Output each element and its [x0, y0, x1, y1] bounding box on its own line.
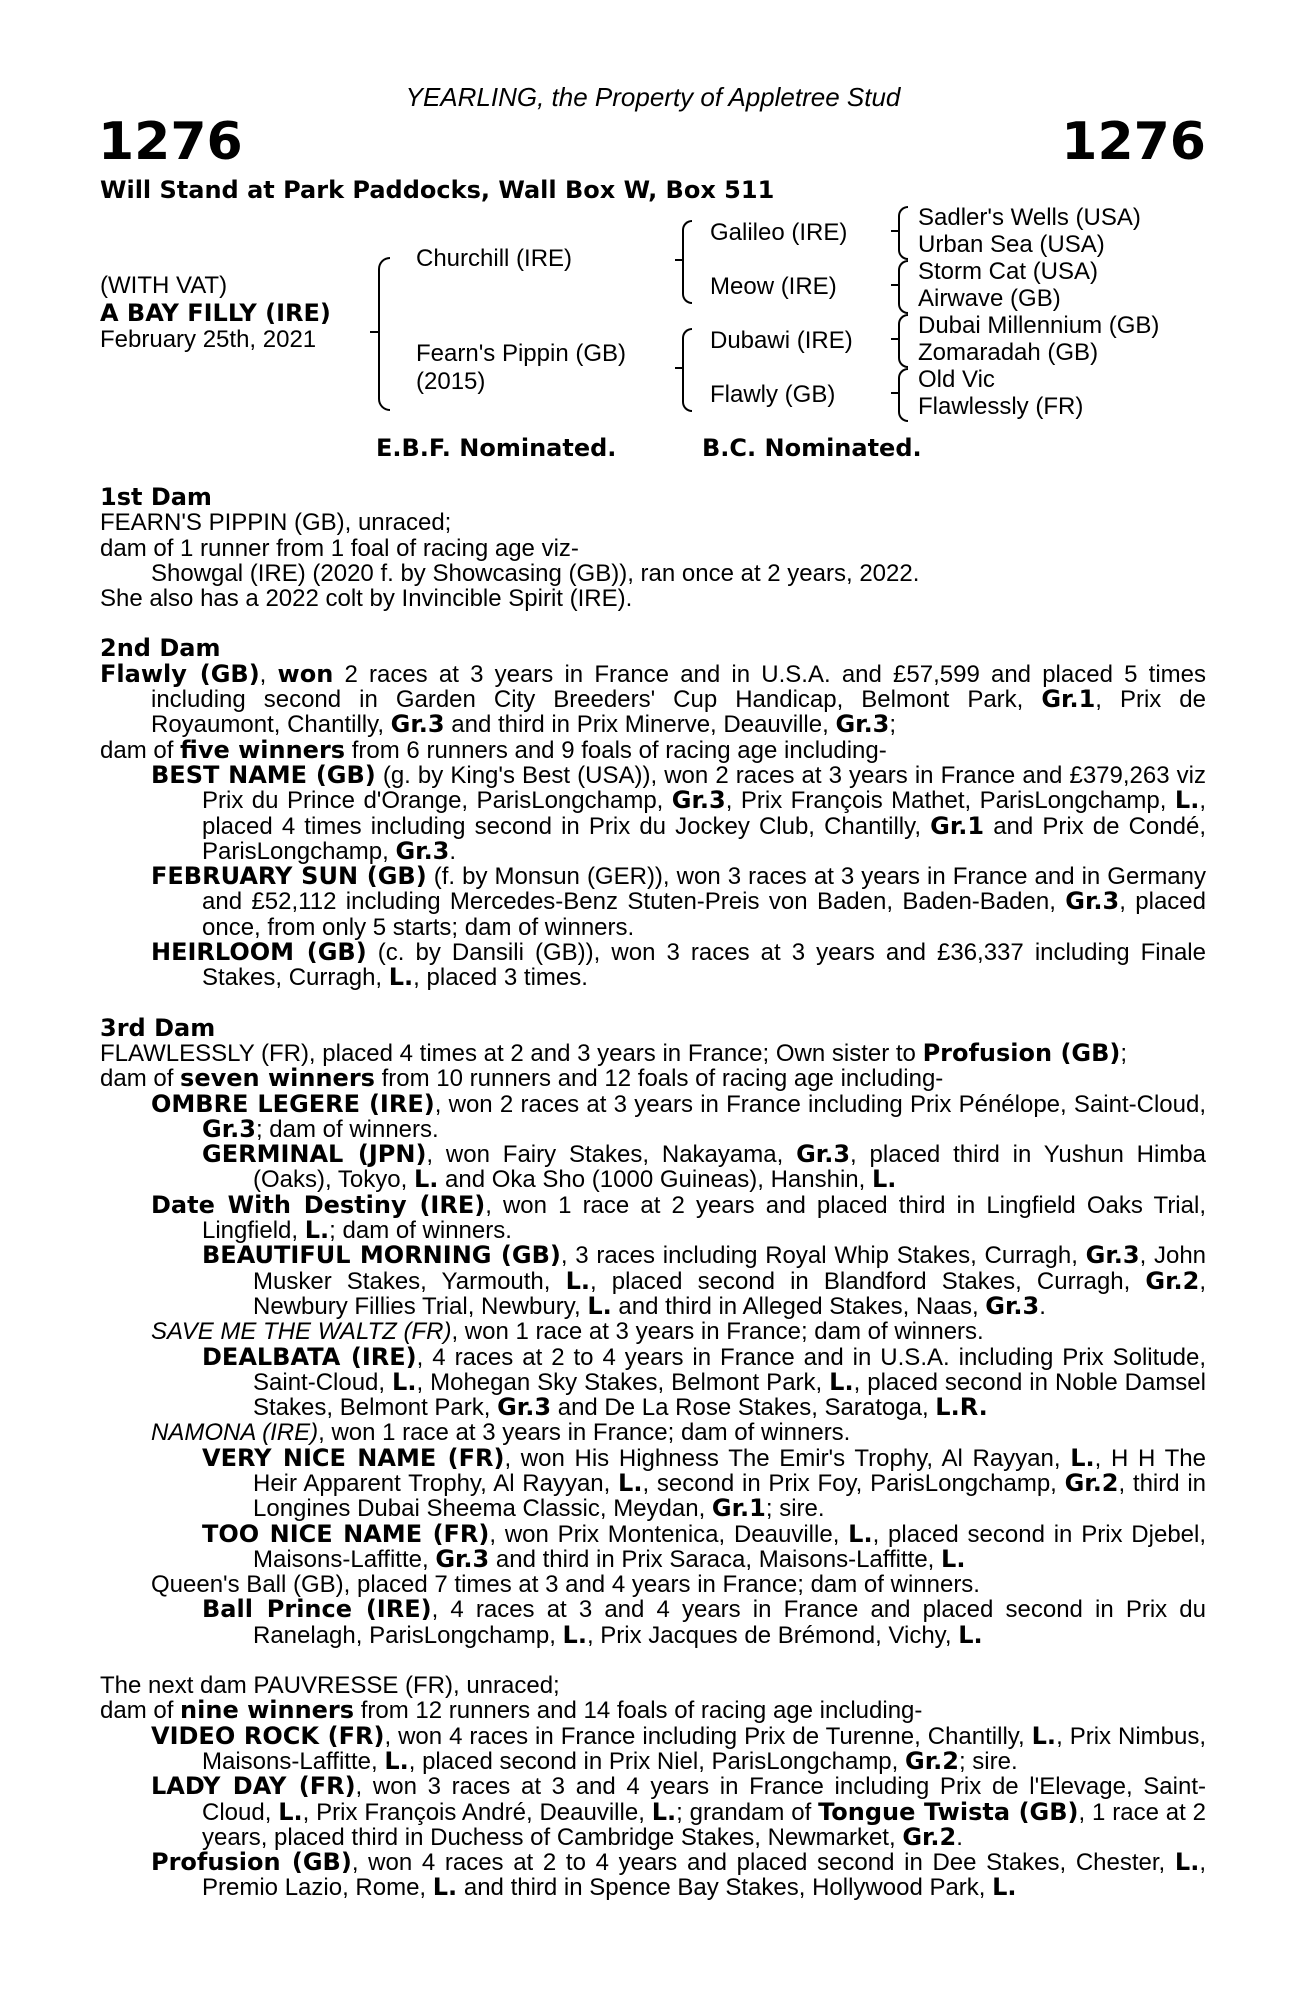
- bold-text: L.: [651, 1797, 677, 1826]
- entry-text: , Newbury Fillies Trial, Newbury,: [253, 1267, 1206, 1320]
- pedigree-entry: [100, 735, 1206, 764]
- section-gap: [100, 611, 1206, 636]
- gg-brace-4: [898, 368, 908, 422]
- entry-text: and De La Rose Stakes, Saratoga,: [551, 1394, 936, 1422]
- bc-nomination: B.C. Nominated.: [702, 434, 922, 462]
- gg-brace-tip-3: [891, 338, 899, 340]
- bold-text: L.: [1174, 1848, 1200, 1877]
- entry-text: and third in Spence Bay Stakes, Hollywood Park,: [457, 1874, 993, 1902]
- bold-text: Gr.2: [902, 1822, 957, 1851]
- bold-text: L.: [587, 1291, 612, 1320]
- bold-text: L.: [432, 1873, 458, 1902]
- section-heading: 1st Dam: [100, 483, 212, 511]
- entry-text: and third in Alleged Stakes, Naas,: [611, 1292, 986, 1320]
- pedigree-entry: [100, 1089, 1207, 1143]
- dam-brace-tip: [675, 367, 683, 369]
- entry-text: , Prix Nimbus, Maisons-Laffitte,: [202, 1722, 1207, 1775]
- horse-name: A BAY FILLY (IRE): [100, 299, 331, 327]
- entry-text: The next dam PAUVRESSE (FR), unraced;: [100, 1672, 560, 1700]
- gg-dd-sire: Old Vic: [918, 366, 995, 393]
- bold-text: L.: [848, 1519, 873, 1548]
- entry-text: dam of: [100, 736, 181, 764]
- entry-text: , won His Highness The Emir's Trophy, Al Rayyan,: [504, 1444, 1071, 1472]
- gg-dd-dam: Flawlessly (FR): [918, 393, 1084, 420]
- pedigree-entry: [100, 1190, 1206, 1245]
- entry-text: , placed second in Prix Djebel, Maisons-Laffitte,: [253, 1520, 1207, 1573]
- pedigree-entry: [100, 1850, 1206, 1901]
- gg-brace-3: [898, 314, 908, 368]
- entry-text: Showgal (IRE) (2020 f. by Showcasing (GB)), ran once at 2 years, 2022.: [151, 559, 920, 587]
- entry-text: , placed 3 times.: [413, 964, 588, 992]
- entry-text: (f. by Monsun (GER)), won 3 races at 3 years in France and in Germany and £52,112 including Mercedes-Benz Stuten-Preis von Baden, Baden-Baden,: [202, 863, 1207, 916]
- bold-text: BEAUTIFUL MORNING (GB): [202, 1241, 561, 1270]
- dam-dam: Flawly (GB): [710, 381, 836, 408]
- bold-text: Gr.3: [497, 1393, 552, 1422]
- entry-text: ;: [1120, 1039, 1128, 1067]
- entry-text: ; dam of winners.: [255, 1115, 439, 1143]
- bold-text: Tongue Twista (GB): [818, 1797, 1079, 1826]
- pedigree-entry: [100, 536, 1206, 561]
- bold-text: Flawly (GB): [100, 659, 260, 688]
- pedigree-entry: [100, 1698, 1206, 1723]
- entry-text: (c. by Dansili (GB)), won 3 races at 3 years and £36,337 including Finale Stakes, Curragh,: [202, 939, 1206, 992]
- entry-text: , 4 races at 2 to 4 years in France and in U.S.A. including Prix Solitude, Saint-Cloud,: [253, 1343, 1206, 1396]
- entry-text: , Prix Jacques de Brémond, Vichy,: [586, 1621, 959, 1649]
- entry-text: , placed second in Noble Damsel Stakes, Belmont Park,: [253, 1368, 1206, 1422]
- pedigree-notes: [100, 485, 1206, 1901]
- gg-sd-dam: Airwave (GB): [918, 285, 1061, 312]
- entry-text: , H H The Heir Apparent Trophy, Al Rayyan,: [253, 1444, 1206, 1497]
- entry-text: , 1 race at 2 years, placed third in Duchess of Cambridge Stakes, Newmarket,: [202, 1798, 1206, 1851]
- entry-text: FEARN'S PIPPIN (GB), unraced;: [100, 509, 452, 537]
- entry-text: , won 2 races at 3 years in France including Prix Pénélope, Saint-Cloud,: [434, 1090, 1207, 1118]
- entry-text: , placed second in Prix Niel, ParisLongchamp,: [408, 1747, 905, 1775]
- bold-text: L.: [1031, 1721, 1057, 1750]
- pedigree-entry: [100, 659, 1206, 739]
- pedigree-entry: [100, 1420, 1206, 1445]
- bold-text: Gr.2: [1064, 1468, 1119, 1497]
- gg-ds-dam: Zomaradah (GB): [918, 339, 1099, 366]
- section-gap: [100, 1648, 1206, 1673]
- pedigree-entry: [100, 864, 1206, 940]
- entry-text: ,: [259, 660, 278, 688]
- pedigree-entry: [100, 1597, 1206, 1648]
- bold-text: L.: [829, 1367, 854, 1396]
- bold-text: seven winners: [180, 1064, 375, 1093]
- sire: Churchill (IRE): [416, 245, 573, 272]
- bold-text: won: [277, 659, 334, 688]
- bold-text: OMBRE LEGERE (IRE): [151, 1089, 435, 1118]
- entry-text: .: [449, 837, 457, 865]
- entry-text: , second in Prix Foy, ParisLongchamp,: [642, 1469, 1065, 1497]
- bold-text: Gr.3: [1085, 1241, 1140, 1270]
- entry-text: and third in Prix Minerve, Deauville,: [444, 711, 836, 739]
- gg-ss-dam: Urban Sea (USA): [918, 231, 1105, 258]
- gg-brace-tip-1: [891, 230, 899, 232]
- pedigree-entry: [100, 1673, 1206, 1698]
- bold-text: Gr.1: [930, 811, 985, 840]
- bold-text: L.R.: [935, 1393, 988, 1422]
- bold-text: five winners: [180, 735, 346, 764]
- entry-text: , won 4 races at 2 to 4 years and placed second in Dee Stakes, Chester,: [351, 1849, 1175, 1877]
- sire-brace-tip: [675, 259, 683, 261]
- bold-text: Gr.3: [395, 836, 450, 865]
- bold-text: Gr.3: [985, 1291, 1040, 1320]
- pedigree-entry: [100, 1243, 1206, 1319]
- pedigree-entry: [100, 1519, 1207, 1573]
- pedigree-entry: [100, 940, 1206, 991]
- entry-text: , won 1 race at 3 years in France; dam of winners.: [451, 1318, 984, 1346]
- entry-text: , Prix François Mathet, ParisLongchamp,: [725, 787, 1175, 815]
- bold-text: HEIRLOOM (GB): [151, 938, 367, 967]
- entry-text: ;: [889, 711, 897, 739]
- bold-text: L.: [941, 1544, 966, 1573]
- entry-text: ; dam of winners.: [329, 1217, 512, 1245]
- entry-text: ; sire.: [765, 1495, 825, 1523]
- bold-text: Date With Destiny (IRE): [151, 1190, 486, 1219]
- bold-text: VIDEO ROCK (FR): [151, 1721, 385, 1750]
- sire-brace: [682, 220, 692, 304]
- page-header: YEARLING, the Property of Appletree Stud: [405, 82, 901, 112]
- bold-text: Profusion (GB): [151, 1848, 352, 1877]
- entry-text: , 3 races including Royal Whip Stakes, Curragh,: [560, 1242, 1086, 1270]
- bold-text: L.: [992, 1873, 1017, 1902]
- entry-text: , won 3 races at 3 and 4 years in France including Prix de l'Elevage, Saint-Cloud,: [202, 1773, 1206, 1826]
- bold-text: L.: [392, 1367, 417, 1396]
- entry-text: and Prix de Condé, ParisLongchamp,: [202, 812, 1206, 865]
- pedigree-entry: [100, 510, 1206, 535]
- bold-text: nine winners: [180, 1696, 355, 1725]
- bold-text: Gr.3: [202, 1114, 256, 1143]
- pedigree-brace: [378, 257, 390, 411]
- stand-location: Will Stand at Park Paddocks, Wall Box W, Box 511: [100, 176, 775, 204]
- entry-text: , won 1 race at 2 years and placed third in Lingfield Oaks Trial, Lingfield,: [202, 1191, 1206, 1245]
- bold-text: L.: [388, 963, 414, 992]
- entry-text: from 12 runners and 14 foals of racing age including-: [354, 1697, 923, 1725]
- section-gap: [100, 991, 1206, 1016]
- bold-text: L.: [958, 1620, 983, 1649]
- ebf-nomination: E.B.F. Nominated.: [376, 434, 617, 462]
- pedigree-entry: [100, 1721, 1207, 1775]
- italic-text: NAMONA (IRE): [151, 1419, 319, 1447]
- gg-ss-sire: Sadler's Wells (USA): [918, 204, 1141, 231]
- pedigree-entry: [100, 1038, 1206, 1067]
- entry-text: (g. by King's Best (USA)), won 2 races at 3 years in France and £379,263 viz Prix du Prince d'Orange, ParisLongchamp,: [202, 761, 1207, 815]
- pedigree-entry: [100, 1774, 1206, 1850]
- bold-text: L.: [565, 1266, 590, 1295]
- bold-text: Profusion (GB): [922, 1038, 1121, 1067]
- entry-text: , Prix de Royaumont, Chantilly,: [151, 686, 1206, 739]
- gg-brace-1: [898, 206, 908, 260]
- entry-text: , won 4 races in France including Prix de Turenne, Chantilly,: [384, 1722, 1032, 1750]
- bold-text: Gr.3: [390, 710, 445, 739]
- pedigree-entry: [100, 1142, 1206, 1193]
- entry-text: , 4 races at 3 and 4 years in France and placed second in Prix du Ranelagh, ParisLongchamp,: [253, 1596, 1206, 1649]
- bold-text: L.: [562, 1620, 587, 1649]
- entry-text: ; grandam of: [676, 1798, 819, 1826]
- bold-text: L.: [278, 1797, 303, 1826]
- vat-note: (WITH VAT): [100, 272, 228, 299]
- foaling-date: February 25th, 2021: [100, 326, 317, 353]
- bold-text: L.: [1174, 786, 1200, 815]
- entry-text: , placed 4 times including second in Prix du Jockey Club, Chantilly,: [202, 787, 1206, 840]
- entry-text: , third in Longines Dubai Sheema Classic, Meydan,: [253, 1469, 1207, 1523]
- entry-text: dam of: [100, 1065, 181, 1093]
- entry-text: , placed third in Yushun Himba (Oaks), Tokyo,: [253, 1141, 1206, 1194]
- bold-text: FEBRUARY SUN (GB): [151, 862, 427, 891]
- entry-text: , placed once, from only 5 starts; dam of winners.: [202, 888, 1206, 941]
- bold-text: Gr.3: [835, 710, 890, 739]
- bold-text: Gr.1: [711, 1494, 766, 1523]
- entry-text: and third in Prix Saraca, Maisons-Laffitte,: [489, 1545, 942, 1573]
- sire-dam: Meow (IRE): [710, 273, 837, 300]
- gg-brace-tip-4: [891, 392, 899, 394]
- gg-brace-2: [898, 260, 908, 314]
- pedigree-entry: [100, 1443, 1207, 1523]
- bold-text: Gr.2: [1145, 1266, 1200, 1295]
- entry-text: .: [956, 1823, 963, 1851]
- bold-text: GERMINAL (JPN): [202, 1140, 427, 1169]
- bold-text: Gr.3: [796, 1140, 851, 1169]
- section-heading: 3rd Dam: [100, 1013, 216, 1042]
- pedigree-entry: [100, 1342, 1206, 1422]
- gg-ds-sire: Dubai Millennium (GB): [918, 312, 1160, 339]
- entry-text: She also has a 2022 colt by Invincible Spirit (IRE).: [100, 585, 633, 613]
- sire-sire: Galileo (IRE): [710, 219, 848, 246]
- dam-year: (2015): [416, 368, 486, 395]
- entry-text: FLAWLESSLY (FR), placed 4 times at 2 and 3 years in France; Own sister to: [100, 1039, 923, 1067]
- bold-text: L.: [871, 1165, 897, 1194]
- pedigree-entry: [100, 760, 1207, 865]
- entry-text: dam of 1 runner from 1 foal of racing age viz-: [100, 534, 579, 562]
- entry-text: , Premio Lazio, Rome,: [202, 1849, 1206, 1902]
- entry-text: , won Fairy Stakes, Nakayama,: [426, 1141, 797, 1169]
- entry-text: , won 1 race at 3 years in France; dam of winners.: [318, 1419, 851, 1447]
- pedigree-entry: [100, 586, 1206, 611]
- entry-text: , Prix François André, Deauville,: [302, 1798, 652, 1826]
- bold-text: L.: [618, 1468, 643, 1497]
- bold-text: VERY NICE NAME (FR): [202, 1443, 505, 1472]
- bold-text: Gr.3: [671, 786, 726, 815]
- bold-text: Gr.2: [905, 1746, 959, 1775]
- entry-text: from 6 runners and 9 foals of racing age including-: [345, 736, 887, 764]
- entry-text: Queen's Ball (GB), placed 7 times at 3 and 4 years in France; dam of winners.: [151, 1571, 980, 1599]
- entry-text: , placed second in Blandford Stakes, Curragh,: [589, 1267, 1146, 1295]
- gg-sd-sire: Storm Cat (USA): [918, 258, 1099, 285]
- lot-number-right: 1276: [1061, 112, 1206, 172]
- entry-text: and Oka Sho (1000 Guineas), Hanshin,: [438, 1166, 872, 1194]
- bold-text: DEALBATA (IRE): [202, 1342, 417, 1371]
- gg-brace-tip-2: [891, 284, 899, 286]
- dam-sire: Dubawi (IRE): [710, 327, 853, 354]
- pedigree-entry: [100, 1066, 1206, 1091]
- entry-text: from 10 runners and 12 foals of racing age including-: [374, 1065, 944, 1093]
- dam: Fearn's Pippin (GB): [416, 340, 626, 367]
- bold-text: L.: [304, 1216, 330, 1245]
- entry-text: , won Prix Montenica, Deauville,: [489, 1520, 849, 1548]
- bold-text: L.: [1070, 1443, 1095, 1472]
- entry-text: dam of: [100, 1697, 181, 1725]
- bold-text: Gr.3: [435, 1544, 490, 1573]
- bold-text: Gr.3: [1065, 887, 1120, 916]
- pedigree-brace-tip: [370, 331, 378, 333]
- entry-text: .: [1039, 1292, 1046, 1320]
- entry-text: 2 races at 3 years in France and in U.S.A. and £57,599 and placed 5 times including second in Garden City Breeders' Cup Handicap, Belmont Park,: [151, 660, 1206, 714]
- entry-text: , Mohegan Sky Stakes, Belmont Park,: [416, 1368, 830, 1396]
- italic-text: SAVE ME THE WALTZ (FR): [151, 1318, 452, 1346]
- entry-text: , John Musker Stakes, Yarmouth,: [253, 1242, 1207, 1295]
- bold-text: L.: [384, 1746, 409, 1775]
- bold-text: BEST NAME (GB): [151, 760, 376, 789]
- lot-number-left: 1276: [98, 112, 243, 172]
- bold-text: Gr.1: [1041, 685, 1096, 714]
- entry-text: ; sire.: [958, 1747, 1018, 1775]
- pedigree-entry: [100, 561, 1206, 586]
- bold-text: LADY DAY (FR): [151, 1772, 356, 1801]
- bold-text: TOO NICE NAME (FR): [202, 1519, 490, 1548]
- section-heading: 2nd Dam: [100, 634, 221, 663]
- pedigree-entry: [100, 1572, 1206, 1597]
- dam-brace: [682, 328, 692, 412]
- pedigree-entry: [100, 1319, 1206, 1344]
- bold-text: L.: [413, 1165, 439, 1194]
- bold-text: Ball Prince (IRE): [202, 1595, 432, 1624]
